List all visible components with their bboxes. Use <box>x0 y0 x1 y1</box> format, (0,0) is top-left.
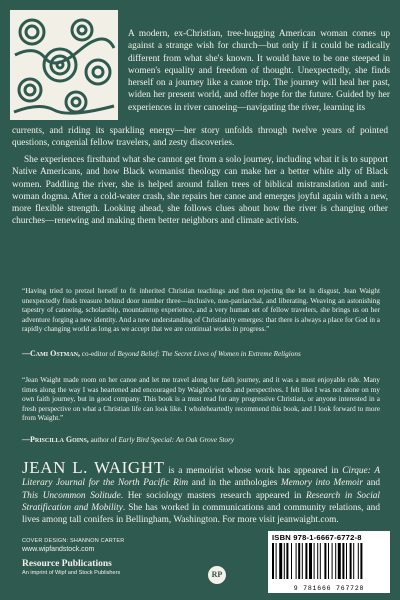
barcode-digits: 9 781666 767728 <box>293 585 365 592</box>
endorser-name: —Cami Ostman, <box>22 349 80 358</box>
endorsement-quote-1: “Having tried to pretzel herself to fit inherited Christian teachings and then rejecting the lot in disgust, Jean Waight unexpectedly finds treasure behind door number three—inclusive, non-patriarchal, and liberating. Weaving an astonishing tapestry of canoeing, scholarship, mountaintop experience, and a very human set of fellow travelers, she brings us on her adventure forging a new identity. And a new understanding of Christianity emerges: that there is always a place for God in a rapidly changing world as long as we accept that we are continual works in progress.” <box>22 287 380 334</box>
bio-publication: This Uncommon Solitude <box>22 490 121 501</box>
author-name: JEAN L. WAIGHT <box>22 458 165 477</box>
publisher-imprint: An imprint of Wipf and Stock Publishers <box>22 570 121 576</box>
blurb-paragraph-1-continued: currents, and riding its sparkling energy—her story unfolds through twelve years of pointed questions, congenial fellow travelers, and zesty discoveries. <box>12 126 388 149</box>
blurb-paragraph-1: A modern, ex-Christian, tree-hugging American woman comes up against a strange wish for church—but only if it could be radically different from what she's known. It would have to be one steeped in women's equality and freedom of thought. Unexpectedly, she finds herself on a journey like a canoe trip. The journey will heal her past, widen her present world, and offer hope for the future. Guided by her experiences in river canoeing—navigating the river, learning its <box>128 29 390 113</box>
bio-text: is a memoirist whose work has appeared in <box>164 466 343 476</box>
bio-publication: Cirque: A Literary Journal for the North Pacific Rim <box>22 466 380 489</box>
blurb-paragraph-2: She experiences firsthand what she cannot get from a solo journey, including what it is to support Native Americans, and how Black womanist theology can make her a better white ally of Black women. Paddling the river, she is helped around fallen trees of biblical mistranslation and anti-woman dogma. After a cold-water crash, she repairs her canoe and emerges joyful again with a new, more flexible strength. Looking ahead, she follows clues about how the river is changing other churches—renewing and making them better neighbors and climate activists. <box>12 155 388 227</box>
bio-publication: Research in Social Stratification and Mobility <box>22 490 381 513</box>
swirl-art-icon <box>10 10 118 120</box>
bio-publication: Memory into Memoir <box>280 478 363 489</box>
bio-text: and in the anthologies <box>188 478 281 489</box>
endorser-role: author of <box>90 436 117 444</box>
barcode-icon <box>272 543 386 579</box>
publisher-credits <box>22 538 202 576</box>
cover-art <box>10 10 118 120</box>
endorser-work: Early Bird Special: An Oak Grove Story <box>118 436 235 444</box>
publisher-url[interactable]: www.wipfandstock.com <box>22 546 95 553</box>
cover-design-credit: COVER DESIGN: SHANNON CARTER <box>22 538 125 544</box>
author-bio <box>22 458 381 526</box>
publisher-name: Resource Publications <box>22 559 112 569</box>
endorsement-quote-2: “Jean Waight made room on her canoe and let me travel along her faith journey, and it was a most enjoyable ride. Many times along the way I was heartened and encouraged by Waight's words and perspectives. I felt like I was not alone on my own faith journey, but in good company. This book is a must read for any progressive Christian, or anyone interested in a fresh perspective on what a Christian life can look like. I wholeheartedly recommend this book, and I look forward to more from Waight.” <box>22 376 380 423</box>
publisher-logo-icon: RP <box>208 566 226 584</box>
barcode-panel <box>268 531 390 593</box>
endorser-role: co-editor of <box>81 350 116 358</box>
endorser-work: Beyond Belief: The Secret Lives of Women in Extreme Religions <box>117 350 301 358</box>
isbn-label: ISBN 978-1-6667-6772-8 <box>272 533 362 542</box>
bio-text: and <box>362 478 380 489</box>
endorsement-attribution-1 <box>22 349 301 360</box>
bio-text: . She has worked in communications and community relations, and lives among tall conifers in Bellingham, Washington. For more visit jeanwaight.com. <box>22 502 380 526</box>
endorsement-attribution-2 <box>22 435 234 446</box>
bio-text: . Her sociology masters research appeared in <box>120 490 306 501</box>
endorser-name: —Priscilla Goins, <box>22 435 89 444</box>
